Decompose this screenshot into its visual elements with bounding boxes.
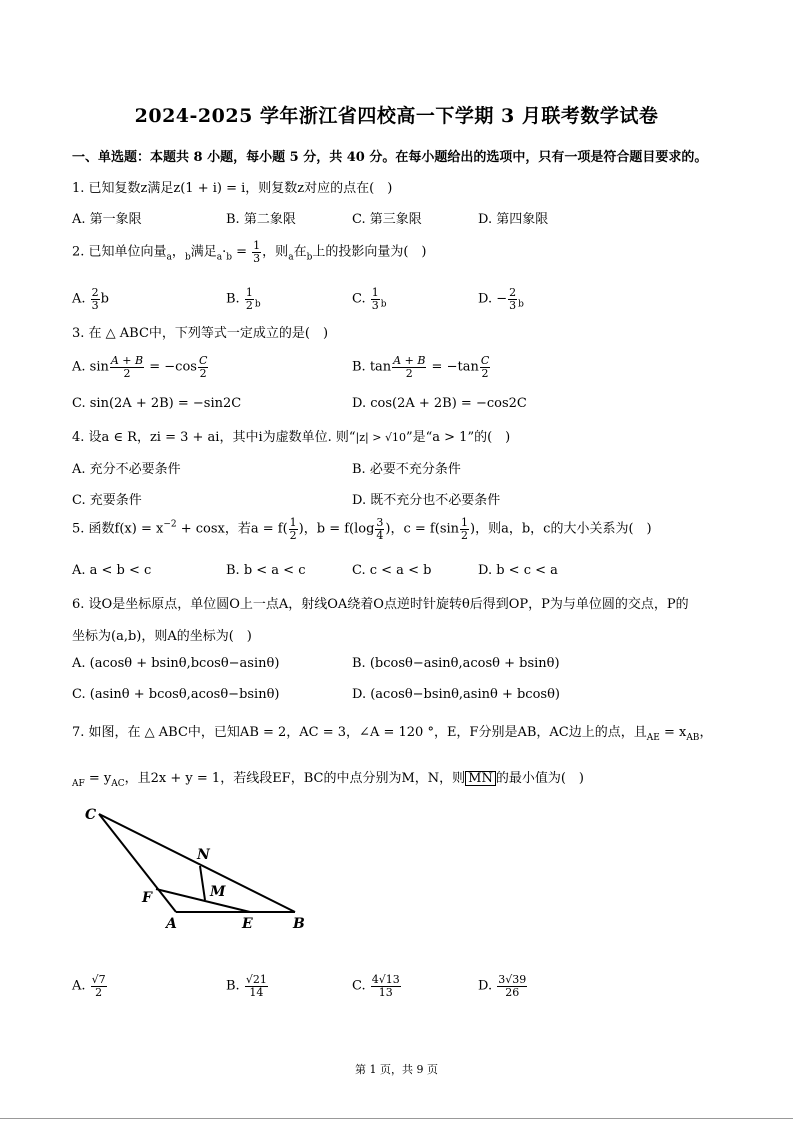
q2-c-label: C. bbox=[352, 291, 366, 307]
q4-option-c: C. 充要条件 bbox=[72, 493, 142, 508]
q5-option-c: C. c < a < b bbox=[352, 563, 432, 578]
q3-option-d: D. cos(2A + 2B) = −cos2C bbox=[352, 396, 527, 411]
q7-option-c: C. $\frac{4√13}{13}$ bbox=[352, 973, 400, 999]
q2-option-b: B. $\frac{1}{2}$ $_b$ bbox=[226, 286, 261, 312]
q2-option-a: A. $\frac{2}{3}$ b bbox=[72, 286, 109, 312]
q7-d-label: D. bbox=[478, 978, 493, 994]
q5-stem-part: )，c = f(sin bbox=[385, 521, 460, 537]
q7-stem-part: = y bbox=[88, 771, 112, 786]
q4-stem-part: ”是“a > 1”的( ) bbox=[405, 430, 511, 445]
q1-option-b: B. 第二象限 bbox=[226, 212, 296, 227]
label-f: F bbox=[142, 890, 152, 906]
q2-d-label: D. − bbox=[478, 291, 508, 307]
question-7-line-2: $_{AF} = y_{AC}$，且2x + y = 1，若线段EF，BC的中点分别为M，N，则 MN 的最小值为( ) bbox=[72, 771, 584, 789]
q7-option-a: A. $\frac{√7}{2}$ bbox=[72, 973, 106, 999]
q7-stem-part: ， bbox=[699, 725, 713, 740]
q3-option-a: A. sin $\frac{A + B}{2}$ = −cos $\frac{C}{2}$ bbox=[72, 354, 208, 380]
q4-stem-part: 4. 设a ∈ R，zi = 3 + ai，其中i为虚数单位. 则“ bbox=[72, 430, 356, 445]
q3-option-c: C. sin(2A + 2B) = −sin2C bbox=[72, 396, 242, 411]
q5-option-b: B. b < a < c bbox=[226, 563, 306, 578]
question-7-line-1: 7. 如图，在 △ ABC中，已知AB = 2，AC = 3，∠A = 120 °，E，F分别是AB，AC边上的点，且$_{AE} = x_{AB}$， bbox=[72, 725, 713, 743]
q5-stem-part: + cosx，若a = f( bbox=[180, 521, 288, 537]
q6-option-c: C. (asinθ + bcosθ,acosθ−bsinθ) bbox=[72, 687, 280, 702]
q1-option-c: C. 第三象限 bbox=[352, 212, 422, 227]
q2-stem-part: 满足 bbox=[190, 244, 217, 260]
q3-b-label: B. tan bbox=[352, 359, 392, 375]
q2-stem-part: 在 bbox=[293, 244, 307, 260]
q3-a-label: A. sin bbox=[72, 359, 109, 375]
q1-option-d: D. 第四象限 bbox=[478, 212, 549, 227]
line-cb bbox=[99, 814, 295, 912]
q7-stem-part: 的最小值为( ) bbox=[495, 771, 584, 786]
q5-stem-part: )，b = f(log bbox=[298, 521, 375, 537]
triangle-figure bbox=[80, 800, 320, 940]
q6-option-d: D. (acosθ−bsinθ,asinθ + bcosθ) bbox=[352, 687, 560, 702]
line-ca bbox=[99, 814, 176, 912]
question-2-stem: 2. 已知单位向量$_a$，$_b$满足$_a\cdot_b$ = $\frac{1}{3}$ ，则$_a$在$_b$上的投影向量为( ) bbox=[72, 239, 427, 265]
q2-stem-part: ，则 bbox=[262, 244, 289, 260]
page-title: 2024-2025 学年浙江省四校高一下学期 3 月联考数学试卷 bbox=[134, 105, 659, 127]
page-footer: 第 1 页，共 9 页 bbox=[355, 1063, 438, 1076]
q7-mn-abs: MN bbox=[465, 771, 496, 786]
question-4-stem bbox=[72, 426, 510, 445]
q2-b-label: B. bbox=[226, 291, 240, 307]
label-c: C bbox=[85, 807, 97, 823]
q6-option-a: A. (acosθ + bsinθ,bcosθ−asinθ) bbox=[72, 656, 280, 671]
q4-condition: |z| > √10 bbox=[355, 431, 406, 444]
question-6-line-1: 6. 设O是坐标原点，单位圆O上一点A，射线OA绕着O点逆时针旋转θ后得到OP，P为与单位圆的交点，P的 bbox=[72, 597, 689, 612]
question-6-line-2: 坐标为(a,b)，则A的坐标为( ) bbox=[72, 629, 252, 644]
q2-stem-part: 上的投影向量为( ) bbox=[312, 244, 427, 260]
q6-option-b: B. (bcosθ−asinθ,acosθ + bsinθ) bbox=[352, 656, 560, 671]
q5-option-d: D. b < c < a bbox=[478, 563, 558, 578]
question-5-stem: 5. 函数$f(x) = x^{-2} + \cos x$，若a = f( $\frac{1}{2}$ )，b = f(log $\frac{3}{4}$ )，c = f(sin $\frac{1}{2}$ )，则a，b，c的大小关系为( ) bbox=[72, 516, 652, 542]
q2-option-d: D. − $\frac{2}{3}$ $_b$ bbox=[478, 286, 524, 312]
q7-stem-part: 7. 如图，在 △ ABC中，已知AB = 2，AC = 3，∠A = 120 °，E，F分别是AB，AC边上的点，且 bbox=[72, 725, 647, 740]
q3-option-b: B. tan $\frac{A + B}{2}$ = −tan $\frac{C}{2}$ bbox=[352, 354, 490, 380]
page-bottom-divider bbox=[0, 1118, 793, 1119]
question-1-stem: 1. 已知复数z满足z(1 + i) = i，则复数z对应的点在( ) bbox=[72, 181, 393, 196]
label-m: M bbox=[210, 884, 226, 900]
q5-stem-part: )，则a，b，c的大小关系为( ) bbox=[470, 521, 652, 537]
label-b: B bbox=[293, 916, 305, 932]
q7-stem-part: ，且2x + y = 1，若线段EF，BC的中点分别为M，N，则 bbox=[124, 771, 466, 786]
q2-a-label: A. bbox=[72, 291, 86, 307]
q4-option-d: D. 既不充分也不必要条件 bbox=[352, 493, 501, 508]
q4-option-a: A. 充分不必要条件 bbox=[72, 462, 181, 477]
q7-c-label: C. bbox=[352, 978, 366, 994]
q1-option-a: A. 第一象限 bbox=[72, 212, 142, 227]
q7-a-label: A. bbox=[72, 978, 86, 994]
q7-option-b: B. $\frac{√21}{14}$ bbox=[226, 973, 267, 999]
q7-b-label: B. bbox=[226, 978, 240, 994]
q2-option-c: C. $\frac{1}{3}$ $_b$ bbox=[352, 286, 387, 312]
label-n: N bbox=[197, 847, 210, 863]
q7-option-d: D. $\frac{3√39}{26}$ bbox=[478, 973, 527, 999]
label-e: E bbox=[242, 916, 253, 932]
label-a: A bbox=[166, 916, 177, 932]
question-3-stem: 3. 在 △ ABC中，下列等式一定成立的是( ) bbox=[72, 326, 329, 341]
q5-option-a: A. a < b < c bbox=[72, 563, 152, 578]
q4-option-b: B. 必要不充分条件 bbox=[352, 462, 461, 477]
q2-stem-part: 2. 已知单位向量 bbox=[72, 244, 167, 260]
section-heading: 一、单选题：本题共 8 小题，每小题 5 分，共 40 分。在每小题给出的选项中，只有一项是符合题目要求的。 bbox=[72, 150, 708, 165]
line-nm bbox=[200, 866, 205, 900]
q5-stem-part: 5. 函数f(x) = x bbox=[72, 521, 164, 537]
